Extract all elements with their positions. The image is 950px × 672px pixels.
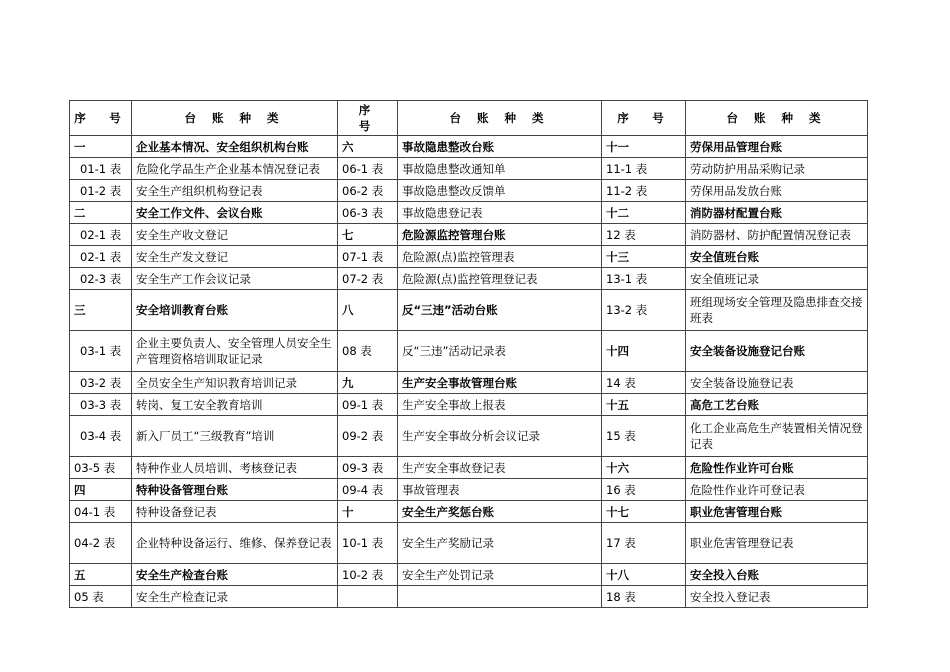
table-row xyxy=(70,564,868,586)
ledger-type: 化工企业高危生产装置相关情况登记表 xyxy=(686,416,868,457)
table-row xyxy=(70,180,868,202)
ledger-type: 事故隐患整改台账 xyxy=(398,136,602,158)
item-number: 09-2 表 xyxy=(338,416,398,457)
ledger-type xyxy=(398,586,602,608)
table-row xyxy=(70,372,868,394)
item-number: 02-3 表 xyxy=(70,268,132,290)
header-no: 序 号 xyxy=(70,101,132,136)
ledger-type: 安全投入台账 xyxy=(686,564,868,586)
item-number: 02-1 表 xyxy=(70,224,132,246)
ledger-type: 危险化学品生产企业基本情况登记表 xyxy=(132,158,338,180)
item-number: 二 xyxy=(70,202,132,224)
item-number: 11-1 表 xyxy=(602,158,686,180)
item-number: 13-1 表 xyxy=(602,268,686,290)
ledger-type: 安全生产检查台账 xyxy=(132,564,338,586)
ledger-type: 安全生产工作会议记录 xyxy=(132,268,338,290)
ledger-type: 安全生产发文登记 xyxy=(132,246,338,268)
item-number xyxy=(338,586,398,608)
item-number: 07-2 表 xyxy=(338,268,398,290)
item-number: 七 xyxy=(338,224,398,246)
ledger-type: 危险源(点)监控管理表 xyxy=(398,246,602,268)
ledger-type: 特种设备登记表 xyxy=(132,501,338,523)
header-no: 序 号 xyxy=(338,101,398,136)
ledger-type: 生产安全事故登记表 xyxy=(398,457,602,479)
item-number: 十一 xyxy=(602,136,686,158)
table-row xyxy=(70,586,868,608)
ledger-type: 企业特种设备运行、维修、保养登记表 xyxy=(132,523,338,564)
ledger-type: 特种作业人员培训、考核登记表 xyxy=(132,457,338,479)
item-number: 10-2 表 xyxy=(338,564,398,586)
ledger-type: 安全值班记录 xyxy=(686,268,868,290)
item-number: 十八 xyxy=(602,564,686,586)
item-number: 十四 xyxy=(602,331,686,372)
ledger-type: 特种设备管理台账 xyxy=(132,479,338,501)
table-row xyxy=(70,268,868,290)
ledger-type: 消防器材、防护配置情况登记表 xyxy=(686,224,868,246)
item-number: 06-1 表 xyxy=(338,158,398,180)
header-row xyxy=(70,101,868,136)
ledger-type: 安全生产收文登记 xyxy=(132,224,338,246)
item-number: 十七 xyxy=(602,501,686,523)
ledger-type: 事故隐患登记表 xyxy=(398,202,602,224)
ledger-type: 班组现场安全管理及隐患排查交接班表 xyxy=(686,290,868,331)
item-number: 18 表 xyxy=(602,586,686,608)
item-number: 04-2 表 xyxy=(70,523,132,564)
table-row xyxy=(70,158,868,180)
item-number: 09-1 表 xyxy=(338,394,398,416)
item-number: 17 表 xyxy=(602,523,686,564)
ledger-type: 事故隐患整改通知单 xyxy=(398,158,602,180)
ledger-type: 安全生产检查记录 xyxy=(132,586,338,608)
item-number: 03-4 表 xyxy=(70,416,132,457)
header-type: 台 账 种 类 xyxy=(398,101,602,136)
ledger-type: 高危工艺台账 xyxy=(686,394,868,416)
item-number: 五 xyxy=(70,564,132,586)
ledger-type: 职业危害管理登记表 xyxy=(686,523,868,564)
item-number: 09-3 表 xyxy=(338,457,398,479)
item-number: 03-5 表 xyxy=(70,457,132,479)
ledger-type: 安全投入登记表 xyxy=(686,586,868,608)
ledger-type: 安全生产组织机构登记表 xyxy=(132,180,338,202)
ledger-type: 安全工作文件、会议台账 xyxy=(132,202,338,224)
item-number: 16 表 xyxy=(602,479,686,501)
ledger-body xyxy=(70,101,868,608)
item-number: 12 表 xyxy=(602,224,686,246)
item-number: 03-2 表 xyxy=(70,372,132,394)
header-no: 序 号 xyxy=(602,101,686,136)
table-row xyxy=(70,416,868,457)
item-number: 十五 xyxy=(602,394,686,416)
ledger-type: 反“三违”活动记录表 xyxy=(398,331,602,372)
ledger-type: 生产安全事故分析会议记录 xyxy=(398,416,602,457)
safety-ledger-table xyxy=(69,100,868,608)
ledger-type: 生产安全事故上报表 xyxy=(398,394,602,416)
table-row xyxy=(70,136,868,158)
item-number: 十二 xyxy=(602,202,686,224)
ledger-type: 劳保用品管理台账 xyxy=(686,136,868,158)
ledger-type: 企业基本情况、安全组织机构台账 xyxy=(132,136,338,158)
ledger-type: 危险性作业许可登记表 xyxy=(686,479,868,501)
table-row xyxy=(70,202,868,224)
item-number: 十六 xyxy=(602,457,686,479)
header-type: 台 账 种 类 xyxy=(686,101,868,136)
table-row xyxy=(70,224,868,246)
item-number: 四 xyxy=(70,479,132,501)
item-number: 01-2 表 xyxy=(70,180,132,202)
ledger-type: 企业主要负责人、安全管理人员安全生产管理资格培训取证记录 xyxy=(132,331,338,372)
ledger-type: 安全装备设施登记表 xyxy=(686,372,868,394)
item-number: 15 表 xyxy=(602,416,686,457)
item-number: 九 xyxy=(338,372,398,394)
ledger-type: 危险性作业许可台账 xyxy=(686,457,868,479)
ledger-type: 安全生产处罚记录 xyxy=(398,564,602,586)
item-number: 09-4 表 xyxy=(338,479,398,501)
item-number: 06-2 表 xyxy=(338,180,398,202)
table-row xyxy=(70,457,868,479)
table-row xyxy=(70,331,868,372)
item-number: 三 xyxy=(70,290,132,331)
ledger-type: 劳保用品发放台账 xyxy=(686,180,868,202)
ledger-type: 消防器材配置台账 xyxy=(686,202,868,224)
ledger-type: 职业危害管理台账 xyxy=(686,501,868,523)
item-number: 03-1 表 xyxy=(70,331,132,372)
ledger-type: 事故管理表 xyxy=(398,479,602,501)
table-row xyxy=(70,394,868,416)
table-row xyxy=(70,479,868,501)
table-row xyxy=(70,246,868,268)
header-type: 台 账 种 类 xyxy=(132,101,338,136)
item-number: 06-3 表 xyxy=(338,202,398,224)
item-number: 04-1 表 xyxy=(70,501,132,523)
ledger-type: 转岗、复工安全教育培训 xyxy=(132,394,338,416)
item-number: 十三 xyxy=(602,246,686,268)
ledger-type: 危险源(点)监控管理登记表 xyxy=(398,268,602,290)
item-number: 14 表 xyxy=(602,372,686,394)
ledger-type: 生产安全事故管理台账 xyxy=(398,372,602,394)
ledger-type: 事故隐患整改反馈单 xyxy=(398,180,602,202)
table-row xyxy=(70,501,868,523)
ledger-type: 危险源监控管理台账 xyxy=(398,224,602,246)
item-number: 10-1 表 xyxy=(338,523,398,564)
ledger-type: 新入厂员工“三级教育”培训 xyxy=(132,416,338,457)
item-number: 03-3 表 xyxy=(70,394,132,416)
ledger-type: 劳动防护用品采购记录 xyxy=(686,158,868,180)
item-number: 八 xyxy=(338,290,398,331)
item-number: 08 表 xyxy=(338,331,398,372)
table-row xyxy=(70,523,868,564)
table-row xyxy=(70,290,868,331)
ledger-type: 全员安全生产知识教育培训记录 xyxy=(132,372,338,394)
ledger-type: 反“三违”活动台账 xyxy=(398,290,602,331)
item-number: 六 xyxy=(338,136,398,158)
item-number: 01-1 表 xyxy=(70,158,132,180)
item-number: 13-2 表 xyxy=(602,290,686,331)
item-number: 02-1 表 xyxy=(70,246,132,268)
ledger-type: 安全值班台账 xyxy=(686,246,868,268)
item-number: 11-2 表 xyxy=(602,180,686,202)
ledger-type: 安全培训教育台账 xyxy=(132,290,338,331)
ledger-type: 安全装备设施登记台账 xyxy=(686,331,868,372)
ledger-type: 安全生产奖励记录 xyxy=(398,523,602,564)
ledger-type: 安全生产奖惩台账 xyxy=(398,501,602,523)
item-number: 07-1 表 xyxy=(338,246,398,268)
item-number: 05 表 xyxy=(70,586,132,608)
item-number: 一 xyxy=(70,136,132,158)
item-number: 十 xyxy=(338,501,398,523)
